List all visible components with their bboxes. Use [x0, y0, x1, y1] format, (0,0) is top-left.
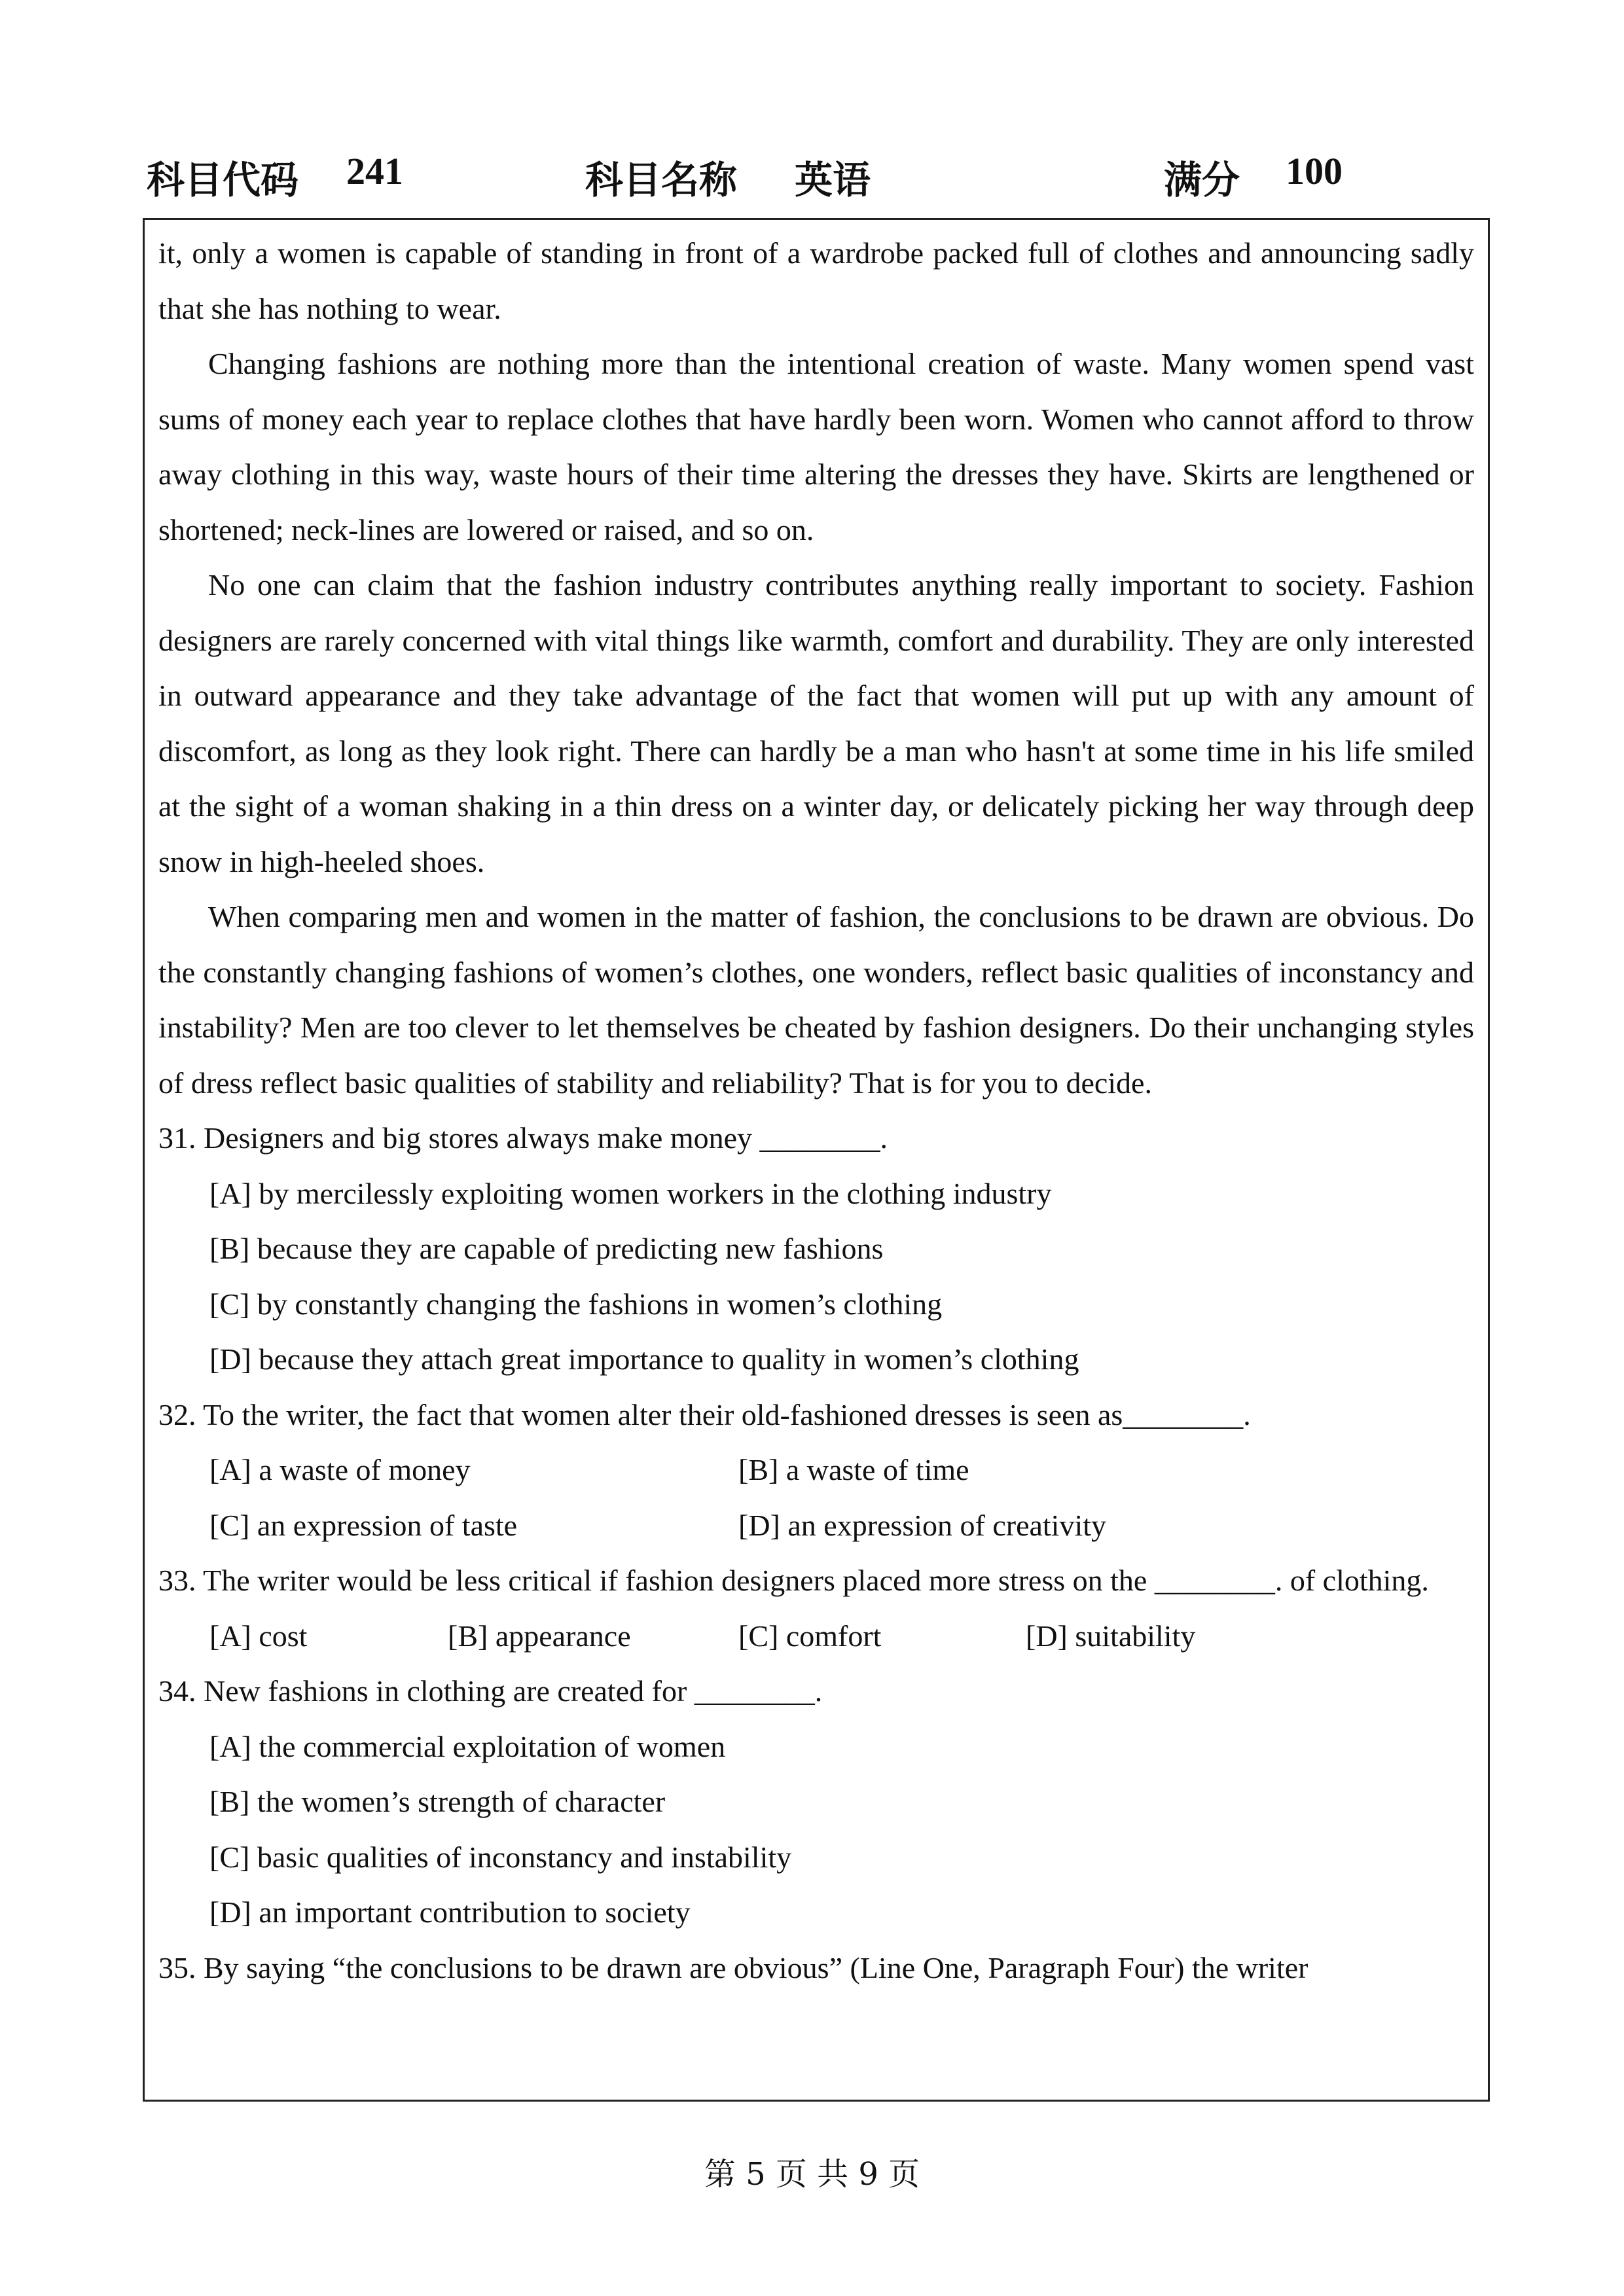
full-score-label: 满分	[1164, 158, 1240, 202]
passage-paragraph-continued: it, only a women is capable of standing in front of a wardrobe packed full of clothes and announcing sadly that she has nothing to wear.	[158, 236, 1474, 325]
question-stem: 35. By saying “the conclusions to be drawn are obvious” (Line One, Paragraph Four) the writer	[158, 1950, 1308, 1984]
subject-code-value: 241	[346, 150, 403, 192]
option-c: [C] basic qualities of inconstancy and instability	[209, 1840, 792, 1874]
question-33	[158, 1553, 1474, 1664]
option-b: [B] a waste of time	[738, 1453, 969, 1486]
question-35	[158, 1941, 1474, 1996]
option-c: [C] comfort	[738, 1619, 882, 1653]
question-31	[158, 1111, 1474, 1388]
subject-code-label: 科目代码	[147, 158, 299, 202]
subject-name-label: 科目名称	[585, 158, 738, 202]
option-d: [D] suitability	[1026, 1619, 1196, 1653]
passage-paragraph-3: No one can claim that the fashion industry contributes anything really important to society. Fashion designers are rarely concerned with vital things like warmth, comfort and durability. They are only interested in outward appearance and they take advantage of the fact that women will put up with any amount of discomfort, as long as they look right. There can hardly be a man who hasn't at some time in his life smiled at the sight of a woman shaking in a thin dress on a winter day, or delicately picking her way through deep snow in high-heeled shoes.	[158, 568, 1474, 878]
question-stem: 31. Designers and big stores always make money ________.	[158, 1121, 888, 1155]
full-score-value: 100	[1286, 150, 1343, 192]
question-stem: 34. New fashions in clothing are created for ________.	[158, 1674, 823, 1708]
question-32	[158, 1388, 1474, 1554]
option-a: [A] a waste of money	[209, 1453, 471, 1486]
option-d: [D] an important contribution to society	[209, 1895, 691, 1929]
passage-paragraph-4: When comparing men and women in the matter of fashion, the conclusions to be drawn are obvious. Do the constantly changing fashions of women’s clothes, one wonders, reflect basic qualities of inconstancy and instability? Men are too clever to let themselves be cheated by fashion designers. Do their unchanging styles of dress reflect basic qualities of stability and reliability? That is for you to decide.	[158, 900, 1474, 1100]
question-stem: 32. To the writer, the fact that women alter their old-fashioned dresses is seen as________.	[158, 1397, 1251, 1431]
option-b: [B] the women’s strength of character	[209, 1785, 666, 1818]
question-34	[158, 1664, 1474, 1941]
option-a: [A] by mercilessly exploiting women workers in the clothing industry	[209, 1176, 1052, 1210]
options-row	[158, 1609, 1474, 1664]
subject-name-value: 英语	[795, 158, 871, 202]
option-d: [D] because they attach great importance to quality in women’s clothing	[209, 1342, 1079, 1376]
option-a: [A] the commercial exploitation of women	[209, 1729, 726, 1763]
page-number: 第 5 页 共 9 页	[704, 2156, 920, 2193]
option-d: [D] an expression of creativity	[738, 1508, 1107, 1542]
passage-paragraph-2: Changing fashions are nothing more than the intentional creation of waste. Many women spend vast sums of money each year to replace clothes that have hardly been worn. Women who cannot afford to throw away clothing in this way, waste hours of their time altering the dresses they have. Skirts are lengthened or shortened; neck-lines are lowered or raised, and so on.	[158, 347, 1474, 547]
options-row	[158, 1498, 1474, 1554]
option-a: [A] cost	[209, 1619, 308, 1653]
options-row	[158, 1443, 1474, 1498]
exam-header	[147, 149, 1390, 208]
page-content	[158, 226, 1474, 1996]
option-b: [B] because they are capable of predicting new fashions	[209, 1232, 884, 1265]
option-c: [C] by constantly changing the fashions in women’s clothing	[209, 1287, 943, 1321]
option-b: [B] appearance	[448, 1619, 631, 1653]
option-c: [C] an expression of taste	[209, 1508, 518, 1542]
question-stem: 33. The writer would be less critical if fashion designers placed more stress on the ________. of clothing.	[158, 1564, 1429, 1597]
